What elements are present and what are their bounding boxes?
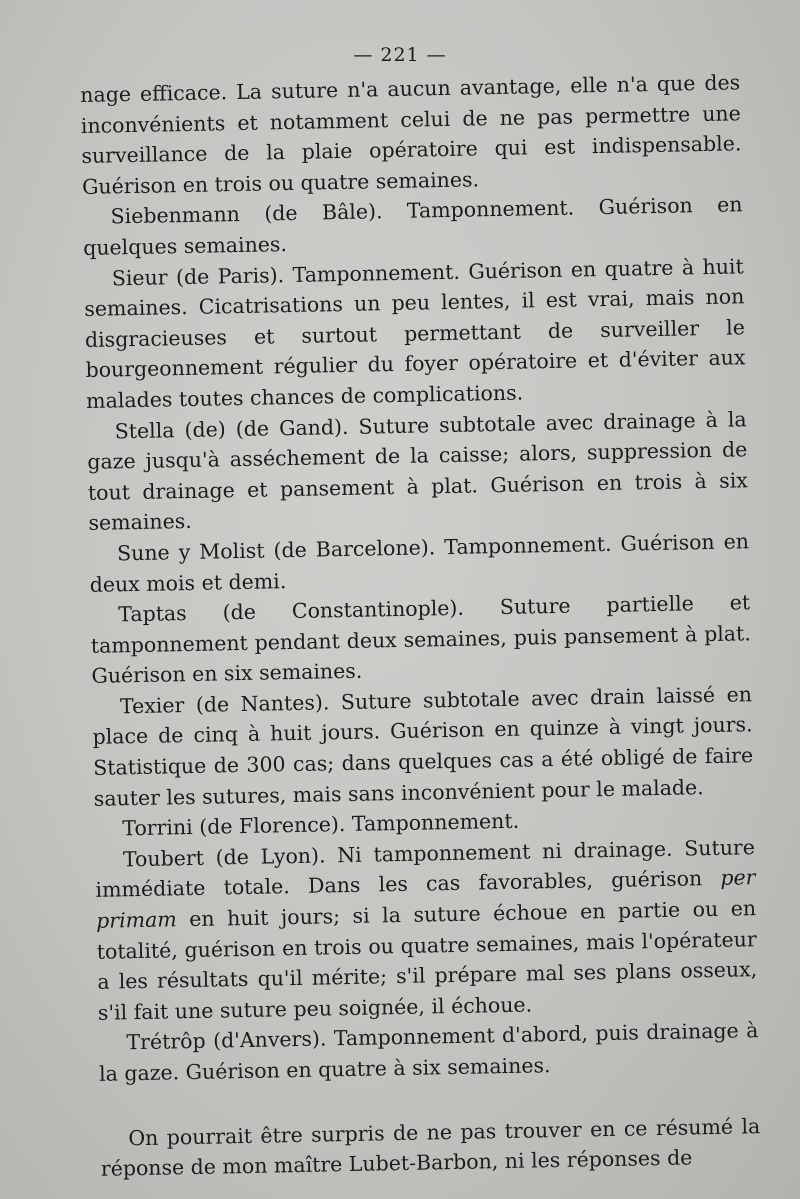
paragraph-sieur: Sieur (de Paris). Tamponnement. Guérison en quatre à huit semaines. Cicatrisations un peu lentes, il est vrai, mais non disgracieuses et surtout permettant de surveiller le bourgeonnement régulier du foyer opératoire et d'éviter aux malades toutes chances de complications.: [84, 253, 746, 413]
toubert-text-before: Toubert (de Lyon). Ni tamponnement ni drainage. Suture immédiate totale. Dans les cas favorables, guérison: [95, 835, 756, 903]
paragraph-sune-y-molist: Sune y Molist (de Barcelone). Tamponnement. Guérison en deux mois et demi.: [89, 529, 750, 597]
toubert-italic-phrase: per primam: [95, 865, 756, 933]
paragraph-siebenmann: Siebenmann (de Bâle). Tamponnement. Guérison en quelques semaines.: [82, 192, 743, 260]
paragraph-continuation: nage efficace. La suture n'a aucun avantage, elle n'a que des inconvénients et notamment celui de ne pas permettre une surveillance de la plaie opératoire qui est indispensable. Guérison en trois ou quatre semaines.: [80, 70, 742, 199]
paragraph-stella: Stella (de) (de Gand). Suture subtotale avec drainage à la gaze jusqu'à asséchement de la caisse; alors, suppression de tout drainage et pansement à plat. Guérison en trois à six semaines.: [87, 406, 749, 536]
paragraph-toubert: [95, 832, 758, 1028]
paragraph-texier: Texier (de Nantes). Suture subtotale avec drain laissé en place de cinq à huit jours. Guérison en quinze à vingt jours. Statistique de 300 cas; dans quelques cas a été obligé de faire sauter les sutures, mais sans inconvénient pour le malade.: [92, 682, 754, 811]
paragraph-taptas: Taptas (de Constantinople). Suture partielle et tamponnement pendant deux semaines, puis pansement à plat. Guérison en six semaines.: [90, 590, 751, 689]
toubert-text-after: en huit jours; si la suture échoue en partie ou en totalité, guérison en trois ou quatre semaines, mais l'opérateur a les résultats qu'il mérite; s'il prépare mal ses plans osseux, s'il fait une suture peu soignée, il échoue.: [96, 896, 758, 1025]
body-text: [80, 67, 761, 1184]
paragraph-tretrop: Trétrôp (d'Anvers). Tamponnement d'abord, puis drainage à la gaze. Guérison en quatre à six semaines.: [98, 1018, 759, 1086]
paragraph-final: On pourrait être surpris de ne pas trouver en ce résumé la réponse de mon maître Lubet-Barbon, ni les réponses de: [100, 1113, 761, 1181]
page-number: — 221 —: [353, 44, 447, 66]
paragraph-torrini: Torrini (de Florence). Tamponnement.: [122, 808, 520, 841]
